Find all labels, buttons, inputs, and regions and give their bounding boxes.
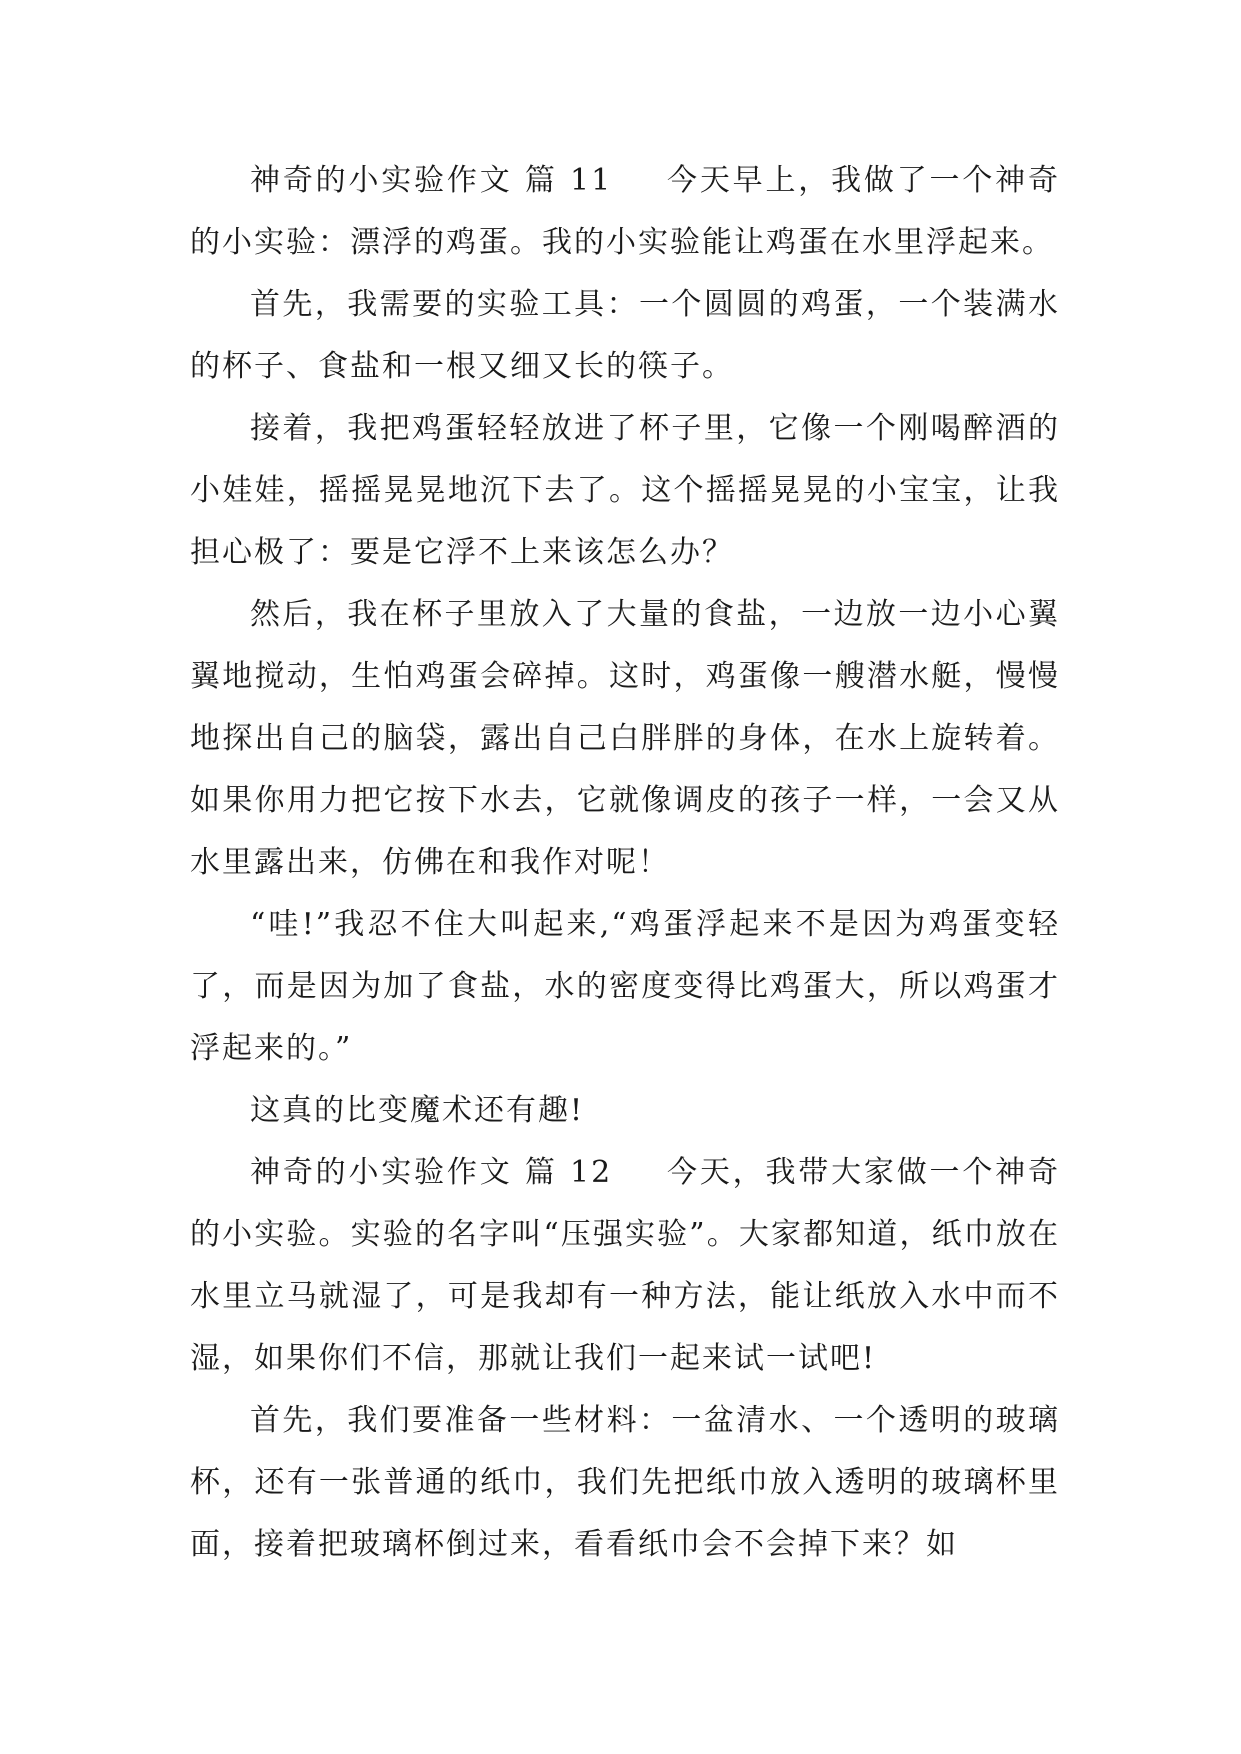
paragraph: 首先，我们要准备一些材料：一盆清水、一个透明的玻璃杯，还有一张普通的纸巾，我们先把纸巾放入透明的玻璃杯里面，接着把玻璃杯倒过来，看看纸巾会不会掉下来？如 — [190, 1403, 1060, 1562]
paragraph: 然后，我在杯子里放入了大量的食盐，一边放一边小心翼翼地搅动，生怕鸡蛋会碎掉。这时，鸡蛋像一艘潜水艇，慢慢地探出自己的脑袋，露出自己白胖胖的身体，在水上旋转着。如果你用力把它按下水去，它就像调皮的孩子一样，一会又从水里露出来，仿佛在和我作对呢！ — [190, 597, 1060, 880]
paragraph: 这真的比变魔术还有趣! — [250, 1093, 585, 1128]
section-12-heading: 神奇的小实验作文 篇 12 — [250, 1155, 613, 1190]
section-11-intro: 今天早上，我做了一个神奇的小实验：漂浮的鸡蛋。我的小实验能让鸡蛋在水里浮起来。 — [190, 163, 1061, 260]
document-body — [190, 150, 1060, 1576]
paragraph: 接着，我把鸡蛋轻轻放进了杯子里，它像一个刚喝醉酒的小娃娃，摇摇晃晃地沉下去了。这个摇摇晃晃的小宝宝，让我担心极了：要是它浮不上来该怎么办？ — [190, 411, 1060, 570]
section-11-heading: 神奇的小实验作文 篇 11 — [250, 163, 613, 198]
paragraph: “哇!”我忍不住大叫起来,“鸡蛋浮起来不是因为鸡蛋变轻了，而是因为加了食盐，水的密度变得比鸡蛋大，所以鸡蛋才浮起来的。” — [190, 907, 1060, 1066]
paragraph: 首先，我需要的实验工具：一个圆圆的鸡蛋，一个装满水的杯子、食盐和一根又细又长的筷子。 — [190, 287, 1060, 384]
section-12-intro: 今天，我带大家做一个神奇的小实验。实验的名字叫“压强实验”。大家都知道，纸巾放在水里立马就湿了，可是我却有一种方法，能让纸放入水中而不湿，如果你们不信，那就让我们一起来试一试吧! — [190, 1155, 1061, 1376]
section-11-opening — [190, 150, 1060, 274]
section-12-opening — [190, 1142, 1060, 1390]
